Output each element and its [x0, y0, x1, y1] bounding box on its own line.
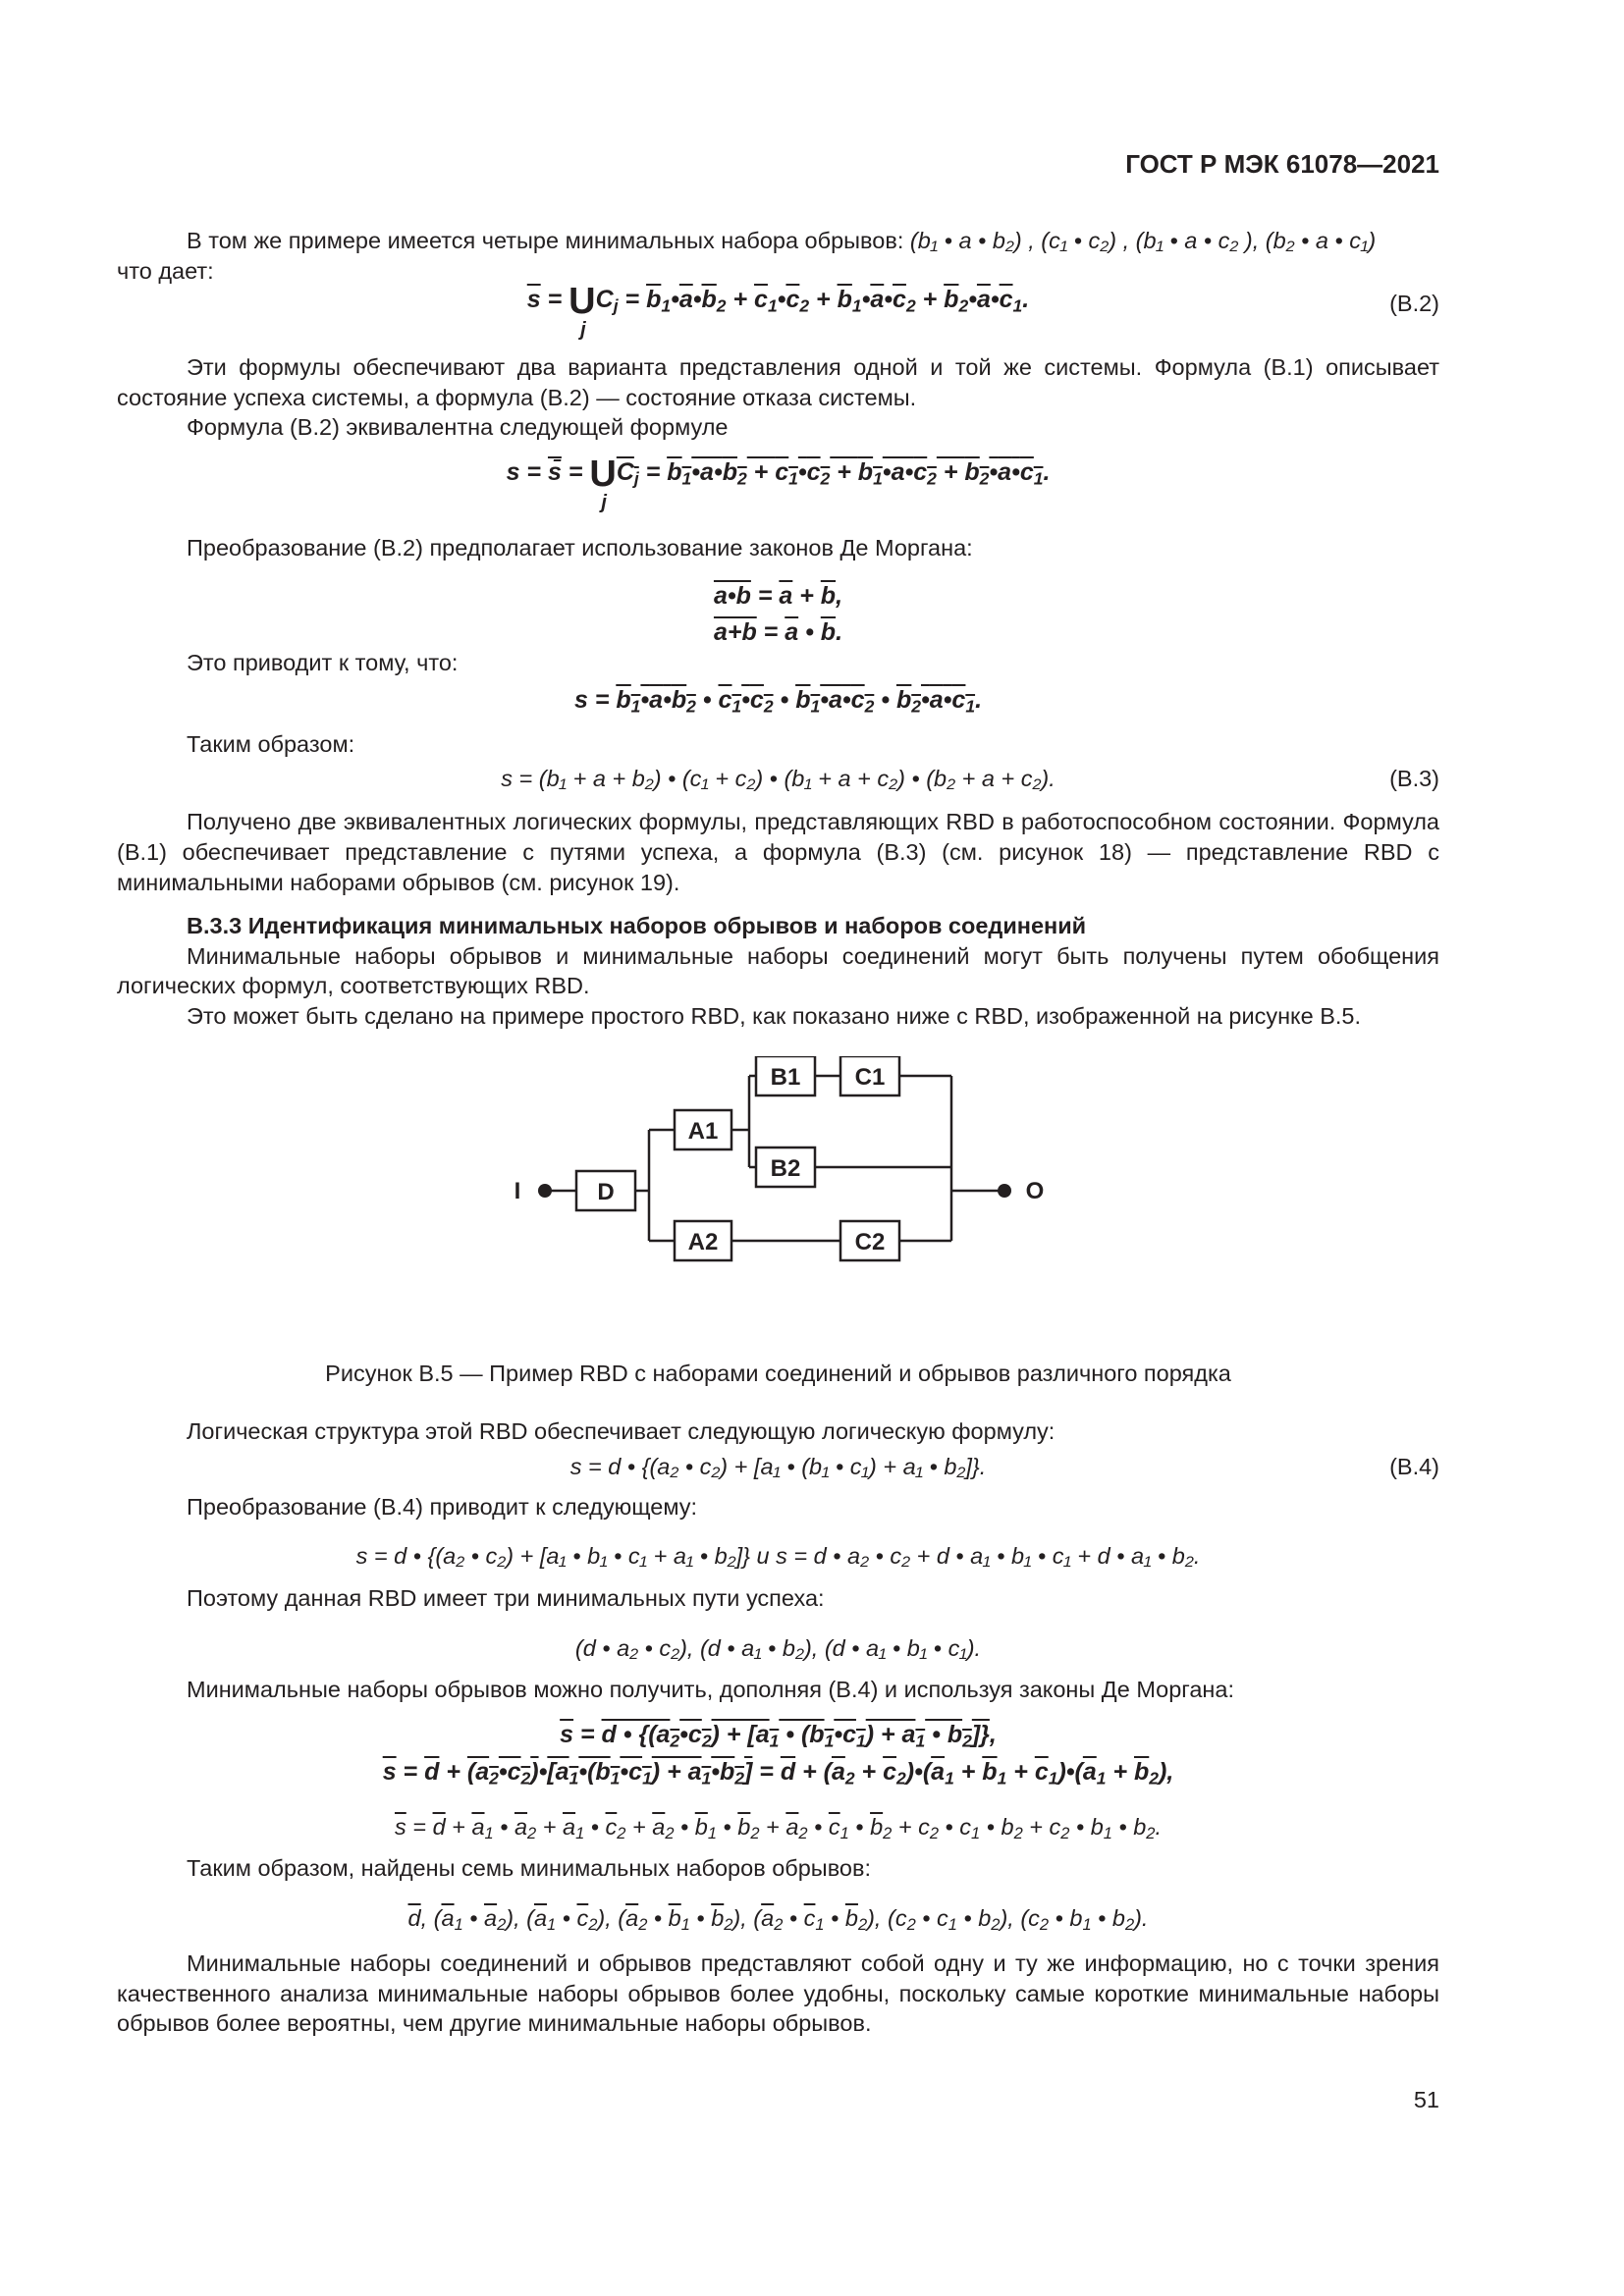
block-d: D	[597, 1179, 615, 1206]
paragraph-thus: Таким образом:	[187, 731, 355, 758]
formula-b2	[117, 281, 1439, 352]
rbd-diagram	[117, 1056, 1439, 1321]
input-label: I	[514, 1178, 521, 1205]
document-header: ГОСТ Р МЭК 61078—2021	[1125, 149, 1439, 179]
formula-b2-expr: $\overline{s} = U$ j $C_j$ = $\overline{b}_1•\overline{a}•\overline{b}_2$ + $\overline{c}_1•\overline{c}_2$ + $\overline{b}_1•\overline{a}•\overline{c}_2$ + $\overline{b}_2•\overline{a}•\overline{c}_1$.	[526, 281, 1030, 342]
paragraph-leads-to: Это приводит к тому, что:	[187, 650, 459, 676]
formula-success-paths: (d • a₂ • c₂), (d • a₁ • b₂), (d • a₁ • b₁ • c₁).	[574, 1634, 982, 1661]
block-c2: C2	[854, 1229, 886, 1256]
page-number: 51	[1413, 2087, 1439, 2112]
figure-caption: Рисунок В.5 — Пример RBD с наборами соединений и обрывов различного порядка	[325, 1361, 1231, 1387]
output-node	[998, 1184, 1011, 1198]
block-c1: C1	[854, 1064, 886, 1092]
formula-de-morgan-2: $a+b = \overline{a}$ • $\overline{b}$.	[713, 617, 843, 646]
formula-complement-1: $\overline{s} = d$ • {$(a_2•c_2) + [a_1$ • $(b_1•c_1) + a_1$ • $b_2$]},	[560, 1720, 997, 1750]
formula-de-morgan-1: a•b = $\overline{a} + \overline{b}$,	[713, 582, 843, 611]
section-heading: В.3.3 Идентификация минимальных наборов обрывов и наборов соединений	[187, 913, 1087, 939]
paragraph-success-paths: Поэтому данная RBD имеет три минимальных пути успеха:	[187, 1584, 825, 1611]
paragraph-two-variants: Эти формулы обеспечивают два варианта представления одной и той же системы. Формула (В.1) описывает состояние успеха системы, а формула (В.2) — состояние отказа системы.	[117, 354, 1439, 410]
paragraph-transform-b4: Преобразование (В.4) приводит к следующему:	[187, 1493, 698, 1520]
formula-complement-2: $\overline{s} = \overline{d}$ + $(a_2•c_2)•[a_1•(b_1•c_1)$ + $a_1•b_2] = \overline{d} + (\overline{a}_2$ + $\overline{c}_2)•(\overline{a}_1 + \overline{b}_1$ + $\overline{c}_1)•(\overline{a}_1 + \overline{b}_2)$,	[382, 1758, 1174, 1789]
paragraph-equivalent: Формула (В.2) эквивалентна следующей формуле	[187, 414, 729, 441]
paragraph-conclusion: Минимальные наборы соединений и обрывов представляют собой одну и ту же информацию, но с точки зрения качественного анализа минимальные наборы обрывов более удобны, поскольку самые короткие минимальные наборы обрывов более вероятны, чем другие минимальные наборы обрывов.	[117, 1950, 1439, 2037]
cut-sets-list: (b₁ • a • b₂) , (c₁ • c₂) , (b₁ • a • c₂ ), (b₂ • a • c₁)	[909, 228, 1377, 253]
formula-product-form: $s = b_1•a•b_2$ • $c_1•c_2$ • $b_1•a•c_2$ • $b_2•a•c_1$.	[573, 685, 983, 717]
output-label: O	[1025, 1178, 1045, 1205]
formula-b3	[117, 764, 1439, 794]
block-b1: B1	[770, 1064, 801, 1092]
formula-b2-equivalent: s = s̄ = U j $C_j$ = $b_1•a•b_2$ + $c_1•c_2$ + $b_1•a•c_2$ + $b_2•a•c_1$.	[506, 453, 1051, 513]
paragraph-de-morgan: Преобразование (В.2) предполагает использование законов Де Моргана:	[187, 534, 973, 561]
paragraph-cut-sets	[117, 226, 1439, 256]
paragraph-cut-sets-text: В том же примере имеется четыре минимальных набора обрывов:	[187, 228, 904, 253]
formula-b3-number: (В.3)	[1389, 765, 1439, 791]
block-a2: A2	[687, 1229, 719, 1256]
input-node	[538, 1184, 552, 1198]
paragraph-seven-sets: Таким образом, найдены семь минимальных наборов обрывов:	[187, 1855, 872, 1882]
formula-b3-expr: s = (b₁ + a + b₂) • (c₁ + c₂) • (b₁ + a + c₂) • (b₂ + a + c₂).	[501, 765, 1056, 791]
paragraph-example: Это может быть сделано на примере простого RBD, как показано ниже с RBD, изображенной на рисунке В.5.	[187, 1002, 1361, 1029]
formula-b2-number: (В.2)	[1389, 291, 1439, 317]
page-content	[117, 226, 1439, 2039]
block-b2: B2	[770, 1155, 801, 1183]
paragraph-two-formulas: Получено две эквивалентных логических формулы, представляющих RBD в работоспособном состоянии. Формула (В.1) обеспечивает представление с путями успеха, а формула (В.3) (см. рисунок 18) — представление RBD с минимальными наборами обрывов (см. рисунок 19).	[117, 809, 1439, 895]
formula-expanded-cut-sets: $\overline{s} = \overline{d} + \overline{a}_1$ • $\overline{a}_2 + \overline{a}_1$ • $\overline{c}_2 + \overline{a}_2$ • $\overline{b}_1$ • $\overline{b}_2 + \overline{a}_2$ • $\overline{c}_1$ • $\overline{b}_2 + c_2$ • $c_1$ • $b_2 + c_2$ • $b_1$ • $b_2$.	[395, 1813, 1162, 1842]
formula-seven-cut-sets: $\overline{d}$, ($\overline{a}_1$ • $\overline{a}_2$), ($\overline{a}_1$ • $\overline{c}_2$), ($\overline{a}_2$ • $\overline{b}_1$ • $\overline{b}_2$), ($\overline{a}_2$ • $\overline{c}_1$ • $\overline{b}_2$), ($c_2$ • $c_1$ • $b_2$), ($c_2$ • $b_1$ • $b_2$).	[407, 1904, 1149, 1934]
block-a1: A1	[687, 1118, 719, 1146]
formula-expansion: s = d • {(a₂ • c₂) + [a₁ • b₁ • c₁ + a₁ • b₂]} и s = d • a₂ • c₂ + d • a₁ • b₁ • c₁ + d • a₁ • b₂.	[355, 1543, 1201, 1570]
formula-b4	[117, 1452, 1439, 1482]
paragraph-min-sets: Минимальные наборы обрывов и минимальные наборы соединений могут быть получены путем обобщения логических формул, соответствующих RBD.	[117, 942, 1439, 999]
paragraph-gives: что дает:	[117, 257, 214, 284]
paragraph-complement: Минимальные наборы обрывов можно получить, дополняя (В.4) и используя законы Де Моргана:	[187, 1677, 1235, 1703]
formula-b4-number: (В.4)	[1389, 1454, 1439, 1480]
formula-b4-expr: s = d • {(a₂ • c₂) + [a₁ • (b₁ • c₁) + a₁ • b₂]}.	[569, 1454, 987, 1480]
paragraph-logical-structure: Логическая структура этой RBD обеспечивает следующую логическую формулу:	[187, 1417, 1056, 1444]
